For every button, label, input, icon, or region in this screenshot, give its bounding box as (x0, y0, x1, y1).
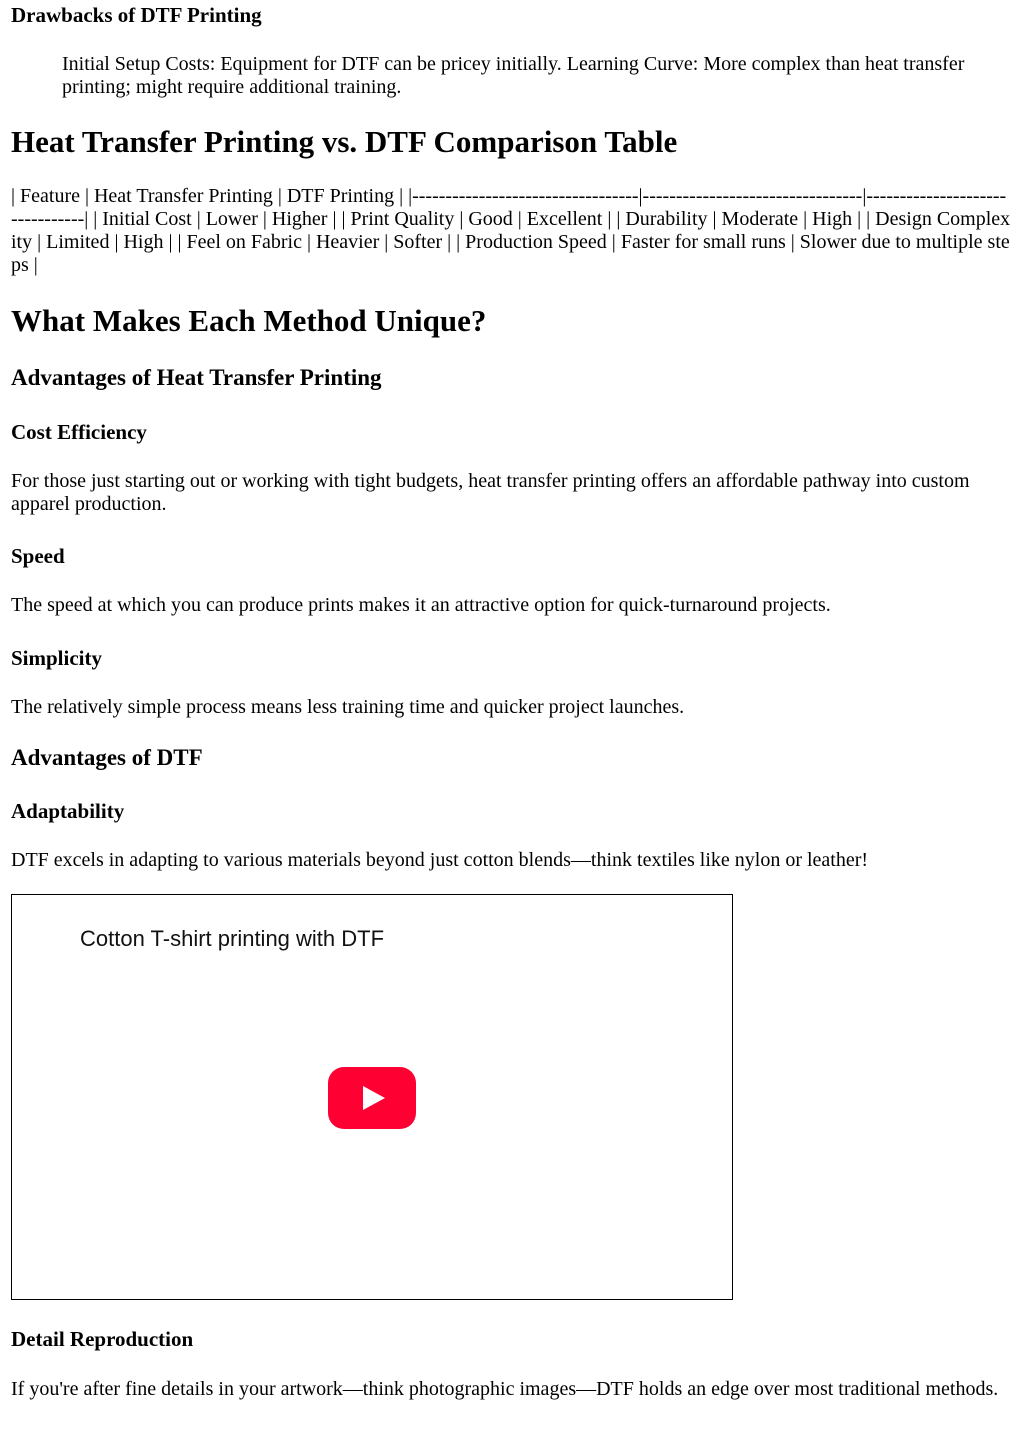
comparison-table-text: | Feature | Heat Transfer Printing | DTF Printing | |----------------------------------|---------------------------------|--------------------------------| | Initial Cost | Lower | Higher | | Print Quality | Good | Excellent | | Durability | Moderate | High | | Design Complexity | Limited | High | | Feel on Fabric | Heavier | Softer | | Production Speed | Faster for small runs | Slower due to multiple steps | (11, 185, 1011, 276)
video-embed[interactable] (11, 894, 733, 1300)
speed-text: The speed at which you can produce prints makes it an attractive option for quick-turnaround projects. (11, 594, 831, 616)
simplicity-text: The relatively simple process means less training time and quicker project launches. (11, 696, 685, 718)
unique-heading: What Makes Each Method Unique? (11, 303, 487, 338)
drawbacks-heading: Drawbacks of DTF Printing (11, 3, 262, 27)
detail-heading: Detail Reproduction (11, 1327, 194, 1351)
adaptability-heading: Adaptability (11, 799, 125, 823)
cost-efficiency-text: For those just starting out or working with tight budgets, heat transfer printing offers an affordable pathway into custom apparel production. (11, 470, 970, 515)
drawbacks-blockquote: Initial Setup Costs: Equipment for DTF can be pricey initially. Learning Curve: More complex than heat transfer printing; might require additional training. (62, 53, 965, 98)
cost-efficiency-heading: Cost Efficiency (11, 420, 147, 444)
detail-text: If you're after fine details in your artwork—think photographic images—DTF holds an edge over most traditional methods. (11, 1378, 999, 1400)
simplicity-heading: Simplicity (11, 646, 103, 670)
comparison-heading: Heat Transfer Printing vs. DTF Comparison Table (11, 124, 678, 159)
adv-heat-heading: Advantages of Heat Transfer Printing (11, 365, 382, 390)
adv-dtf-heading: Advantages of DTF (11, 745, 203, 770)
adaptability-text: DTF excels in adapting to various materials beyond just cotton blends—think textiles like nylon or leather! (11, 849, 869, 871)
speed-heading: Speed (11, 544, 65, 568)
video-title[interactable]: Cotton T-shirt printing with DTF (80, 926, 385, 951)
youtube-play-icon[interactable] (328, 1067, 416, 1129)
